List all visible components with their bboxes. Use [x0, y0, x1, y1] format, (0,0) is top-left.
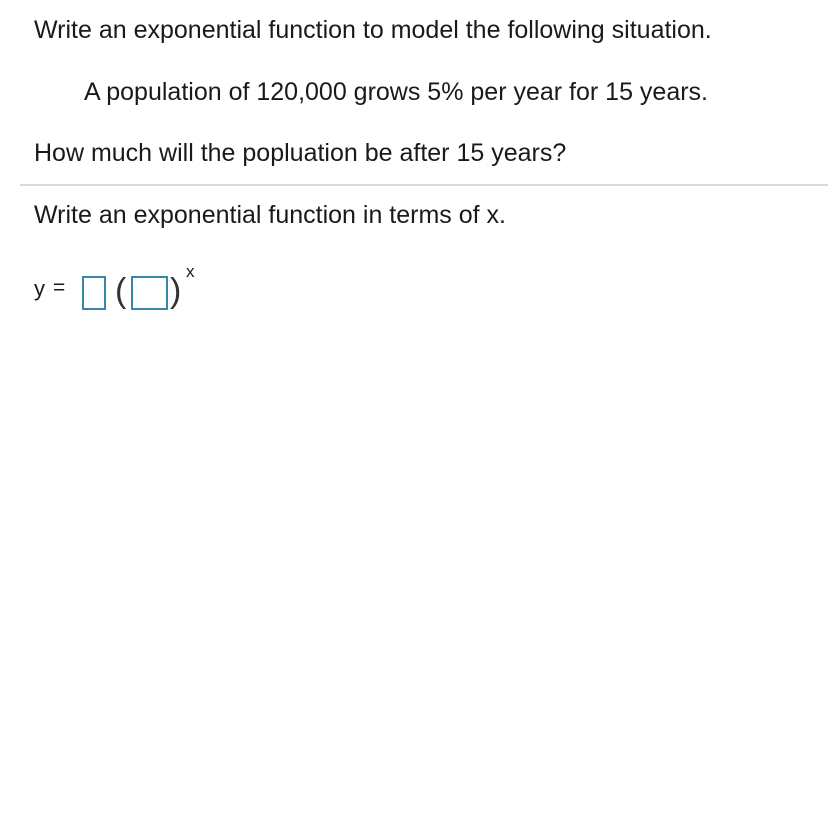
exponent-label: x	[186, 262, 195, 281]
question-text: How much will the popluation be after 15 years?	[34, 139, 567, 167]
part-prompt: Write an exponential function in terms of x.	[34, 201, 506, 229]
coefficient-input[interactable]	[82, 276, 106, 310]
equation-lhs: y	[34, 276, 45, 301]
open-paren: (	[115, 272, 127, 310]
answer-equation	[34, 262, 234, 312]
equals-sign: =	[53, 276, 66, 299]
instruction-text: Write an exponential function to model the following situation.	[34, 16, 712, 44]
section-divider	[20, 184, 828, 186]
close-paren: )	[170, 272, 182, 310]
base-input[interactable]	[131, 276, 168, 310]
situation-text: A population of 120,000 grows 5% per year for 15 years.	[84, 78, 708, 106]
